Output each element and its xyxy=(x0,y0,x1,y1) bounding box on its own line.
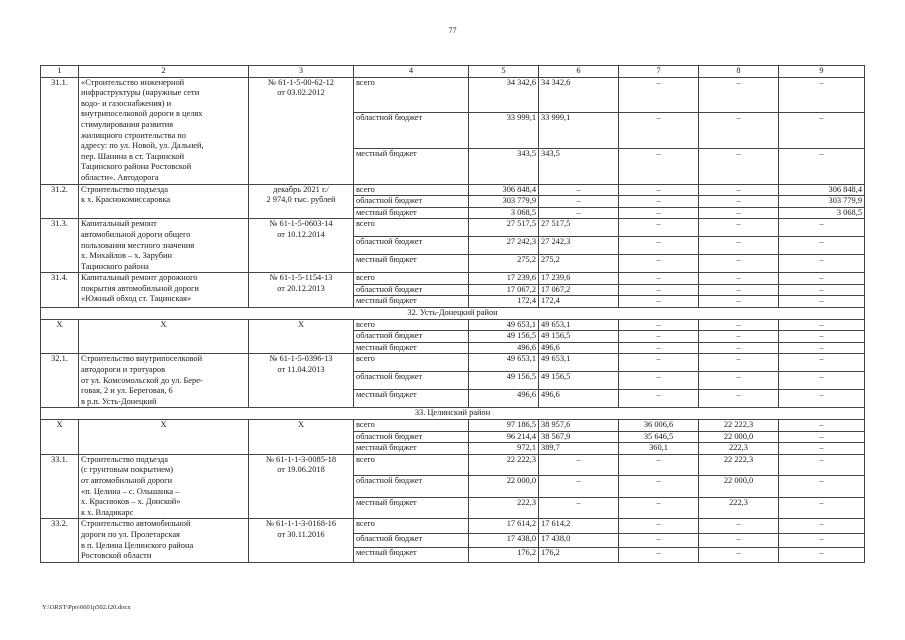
value-col7: – xyxy=(619,296,699,308)
value-col7: – xyxy=(619,237,699,255)
header-cell: 6 xyxy=(539,66,619,78)
header-cell: 3 xyxy=(249,66,354,78)
value-col8: – xyxy=(699,113,779,149)
value-col7: – xyxy=(619,196,699,208)
value-col8: – xyxy=(699,331,779,343)
funding-source: всего xyxy=(354,219,469,237)
funding-source: областной бюджет xyxy=(354,196,469,208)
value-col5: 275,2 xyxy=(469,255,539,273)
item-name: Капитальный ремонт автомобильной дороги общего пользования местного значения х. Михайлов – х. Зарубин Тацинского района xyxy=(79,219,249,273)
value-col9: – xyxy=(779,273,865,285)
item-document: № 61-1-5-1154-13 от 20.12.2013 xyxy=(249,273,354,308)
value-col8: 22 000,0 xyxy=(699,431,779,443)
value-col8: – xyxy=(699,372,779,390)
value-col7: – xyxy=(619,476,699,498)
value-col6: – xyxy=(539,476,619,498)
value-col8: – xyxy=(699,184,779,196)
section-title: 32. Усть-Донецкий район xyxy=(41,308,865,320)
item-document: X xyxy=(249,319,354,354)
funding-source: областной бюджет xyxy=(354,533,469,547)
value-col6: 343,5 xyxy=(539,148,619,184)
funding-source: местный бюджет xyxy=(354,443,469,455)
value-col8: – xyxy=(699,237,779,255)
value-col8: – xyxy=(699,533,779,547)
value-col7: – xyxy=(619,219,699,237)
item-document: декабрь 2021 г./ 2 974,0 тыс. рублей xyxy=(249,184,354,219)
item-name: Строительство внутрипоселковой автодороги и тротуаров от ул. Комсомольской до ул. Бере- говая, 2 и ул. Береговая, 6 в р.п. Усть-Донецкий xyxy=(79,354,249,408)
table-row xyxy=(41,219,865,237)
value-col9: – xyxy=(779,319,865,331)
funding-source: местный бюджет xyxy=(354,148,469,184)
value-col7: 360,1 xyxy=(619,443,699,455)
value-col6: – xyxy=(539,184,619,196)
item-number: X xyxy=(41,420,79,455)
value-col9: 306 848,4 xyxy=(779,184,865,196)
value-col6: 27 242,3 xyxy=(539,237,619,255)
table-row xyxy=(41,77,865,113)
table-row xyxy=(41,519,865,533)
value-col6: – xyxy=(539,207,619,219)
item-name: X xyxy=(79,420,249,455)
item-number: X xyxy=(41,319,79,354)
value-col8: – xyxy=(699,273,779,285)
page-number: 77 xyxy=(448,26,457,35)
footer-file-path: Y:\ORST\Ppo\0601p502.f20.docx xyxy=(42,604,131,611)
value-col9: 303 779,9 xyxy=(779,196,865,208)
table-row xyxy=(41,319,865,331)
value-col7: – xyxy=(619,497,699,519)
value-col8: – xyxy=(699,519,779,533)
value-col5: 49 653,1 xyxy=(469,319,539,331)
value-col8: – xyxy=(699,207,779,219)
value-col5: 34 342,6 xyxy=(469,77,539,113)
value-col8: – xyxy=(699,319,779,331)
value-col5: 33 999,1 xyxy=(469,113,539,149)
value-col6: 38 957,6 xyxy=(539,420,619,432)
value-col6: 49 653,1 xyxy=(539,319,619,331)
value-col9: – xyxy=(779,284,865,296)
value-col9: – xyxy=(779,354,865,372)
value-col8: – xyxy=(699,354,779,372)
item-name: «Строительство инженерной инфраструктуры (наружные сети водо- и газоснабжения) и внутрипоселковой дороги в целях стимулирования развития жилищного строительства по адресу: по ул. Новой, ул. Дальней, пер. Шанина в ст. Тацинской Тацинского района Ростовской области». Автодорога xyxy=(79,77,249,184)
header-cell: 1 xyxy=(41,66,79,78)
value-col9: – xyxy=(779,331,865,343)
value-col9: – xyxy=(779,548,865,562)
value-col7: – xyxy=(619,207,699,219)
table-row xyxy=(41,354,865,372)
funding-source: всего xyxy=(354,420,469,432)
header-cell: 8 xyxy=(699,66,779,78)
funding-source: областной бюджет xyxy=(354,284,469,296)
value-col9: – xyxy=(779,476,865,498)
value-col6: 49 653,1 xyxy=(539,354,619,372)
item-document: X xyxy=(249,420,354,455)
table-row xyxy=(41,420,865,432)
value-col6: – xyxy=(539,497,619,519)
value-col7: – xyxy=(619,548,699,562)
value-col7: – xyxy=(619,284,699,296)
table-row xyxy=(41,184,865,196)
value-col5: 496,6 xyxy=(469,390,539,408)
value-col7: – xyxy=(619,533,699,547)
value-col8: – xyxy=(699,548,779,562)
value-col6: 17 067,2 xyxy=(539,284,619,296)
value-col7: – xyxy=(619,113,699,149)
item-number: 31.4. xyxy=(41,273,79,308)
value-col8: 22 000,0 xyxy=(699,476,779,498)
funding-source: всего xyxy=(354,184,469,196)
value-col9: – xyxy=(779,390,865,408)
funding-source: местный бюджет xyxy=(354,548,469,562)
funding-source: местный бюджет xyxy=(354,207,469,219)
value-col9: – xyxy=(779,77,865,113)
value-col7: – xyxy=(619,372,699,390)
value-col8: – xyxy=(699,390,779,408)
funding-source: областной бюджет xyxy=(354,431,469,443)
item-number: 31.1. xyxy=(41,77,79,184)
value-col9: – xyxy=(779,296,865,308)
table-row xyxy=(41,273,865,285)
value-col5: 496,6 xyxy=(469,342,539,354)
value-col8: – xyxy=(699,296,779,308)
value-col9: – xyxy=(779,519,865,533)
value-col6: 496,6 xyxy=(539,342,619,354)
value-col5: 17 239,6 xyxy=(469,273,539,285)
value-col6: 49 156,5 xyxy=(539,331,619,343)
item-number: 31.2. xyxy=(41,184,79,219)
value-col7: – xyxy=(619,184,699,196)
item-document: № 61-1-1-3-0085-18 от 19.06.2018 xyxy=(249,454,354,519)
value-col5: 49 156,5 xyxy=(469,372,539,390)
value-col5: 176,2 xyxy=(469,548,539,562)
section-row xyxy=(41,308,865,320)
value-col7: – xyxy=(619,390,699,408)
value-col7: 35 646,5 xyxy=(619,431,699,443)
value-col5: 303 779,9 xyxy=(469,196,539,208)
value-col7: – xyxy=(619,342,699,354)
value-col8: – xyxy=(699,284,779,296)
value-col5: 49 156,5 xyxy=(469,331,539,343)
value-col6: – xyxy=(539,454,619,476)
value-col9: – xyxy=(779,113,865,149)
value-col7: – xyxy=(619,331,699,343)
value-col6: 38 567,9 xyxy=(539,431,619,443)
value-col5: 343,5 xyxy=(469,148,539,184)
value-col6: 17 614,2 xyxy=(539,519,619,533)
table-body xyxy=(41,66,865,563)
value-col9: – xyxy=(779,420,865,432)
value-col6: 17 438,0 xyxy=(539,533,619,547)
value-col9: – xyxy=(779,342,865,354)
value-col6: 34 342,6 xyxy=(539,77,619,113)
header-cell: 9 xyxy=(779,66,865,78)
value-col5: 17 067,2 xyxy=(469,284,539,296)
item-name: Строительство автомобильной дороги по ул. Пролетарская в п. Целина Целинского района Ростовской области xyxy=(79,519,249,562)
value-col5: 3 068,5 xyxy=(469,207,539,219)
funding-source: областной бюджет xyxy=(354,372,469,390)
value-col8: – xyxy=(699,255,779,273)
item-name: Строительство подъезда к х. Краснокомиссаровка xyxy=(79,184,249,219)
header-cell: 2 xyxy=(79,66,249,78)
header-cell: 7 xyxy=(619,66,699,78)
value-col7: 36 006,6 xyxy=(619,420,699,432)
value-col9: – xyxy=(779,431,865,443)
funding-source: всего xyxy=(354,454,469,476)
value-col9: – xyxy=(779,372,865,390)
value-col8: – xyxy=(699,196,779,208)
value-col5: 306 848,4 xyxy=(469,184,539,196)
table-row xyxy=(41,454,865,476)
section-title: 33. Целинский район xyxy=(41,408,865,420)
item-document: № 61-1-5-0396-13 от 11.04.2013 xyxy=(249,354,354,408)
value-col7: – xyxy=(619,273,699,285)
value-col7: – xyxy=(619,519,699,533)
value-col8: – xyxy=(699,77,779,113)
item-document: № 61-1-5-00-62-12 от 03.02.2012 xyxy=(249,77,354,184)
funding-source: всего xyxy=(354,319,469,331)
item-number: 33.2. xyxy=(41,519,79,562)
value-col7: – xyxy=(619,255,699,273)
value-col9: – xyxy=(779,443,865,455)
funding-source: областной бюджет xyxy=(354,331,469,343)
value-col5: 49 653,1 xyxy=(469,354,539,372)
value-col5: 22 222,3 xyxy=(469,454,539,476)
value-col7: – xyxy=(619,319,699,331)
funding-source: областной бюджет xyxy=(354,237,469,255)
value-col9: – xyxy=(779,497,865,519)
header-cell: 4 xyxy=(354,66,469,78)
value-col6: 389,7 xyxy=(539,443,619,455)
value-col5: 27 242,3 xyxy=(469,237,539,255)
header-row xyxy=(41,66,865,78)
value-col5: 27 517,5 xyxy=(469,219,539,237)
header-cell: 5 xyxy=(469,66,539,78)
value-col8: – xyxy=(699,148,779,184)
value-col7: – xyxy=(619,354,699,372)
value-col7: – xyxy=(619,454,699,476)
value-col9: – xyxy=(779,148,865,184)
value-col8: – xyxy=(699,219,779,237)
value-col5: 96 214,4 xyxy=(469,431,539,443)
value-col5: 17 614,2 xyxy=(469,519,539,533)
value-col9: – xyxy=(779,219,865,237)
funding-source: местный бюджет xyxy=(354,296,469,308)
value-col6: 172,4 xyxy=(539,296,619,308)
value-col6: – xyxy=(539,196,619,208)
value-col8: 22 222,3 xyxy=(699,454,779,476)
value-col8: – xyxy=(699,342,779,354)
item-document: № 61-1-1-3-0168-16 от 30.11.2016 xyxy=(249,519,354,562)
funding-source: местный бюджет xyxy=(354,390,469,408)
value-col9: – xyxy=(779,533,865,547)
value-col7: – xyxy=(619,148,699,184)
funding-source: всего xyxy=(354,77,469,113)
budget-table xyxy=(40,65,865,563)
funding-source: всего xyxy=(354,273,469,285)
section-row xyxy=(41,408,865,420)
value-col5: 17 438,0 xyxy=(469,533,539,547)
value-col6: 176,2 xyxy=(539,548,619,562)
value-col5: 22 000,0 xyxy=(469,476,539,498)
value-col6: 496,6 xyxy=(539,390,619,408)
funding-source: областной бюджет xyxy=(354,113,469,149)
value-col6: 49 156,5 xyxy=(539,372,619,390)
item-name: Капитальный ремонт дорожного покрытия автомобильной дороги «Южный обход ст. Тацинская» xyxy=(79,273,249,308)
value-col9: – xyxy=(779,255,865,273)
value-col5: 172,4 xyxy=(469,296,539,308)
funding-source: областной бюджет xyxy=(354,476,469,498)
item-number: 31.3. xyxy=(41,219,79,273)
value-col6: 17 239,6 xyxy=(539,273,619,285)
item-document: № 61-1-5-0603-14 от 10.12.2014 xyxy=(249,219,354,273)
funding-source: местный бюджет xyxy=(354,497,469,519)
funding-source: всего xyxy=(354,354,469,372)
value-col5: 97 186,5 xyxy=(469,420,539,432)
value-col5: 222,3 xyxy=(469,497,539,519)
value-col8: 222,3 xyxy=(699,497,779,519)
funding-source: всего xyxy=(354,519,469,533)
value-col6: 33 999,1 xyxy=(539,113,619,149)
funding-source: местный бюджет xyxy=(354,255,469,273)
value-col5: 972,1 xyxy=(469,443,539,455)
value-col6: 275,2 xyxy=(539,255,619,273)
value-col8: 22 222,3 xyxy=(699,420,779,432)
item-number: 32.1. xyxy=(41,354,79,408)
value-col6: 27 517,5 xyxy=(539,219,619,237)
value-col9: 3 068,5 xyxy=(779,207,865,219)
item-name: X xyxy=(79,319,249,354)
item-name: Строительство подъезда (с грунтовым покрытием) от автомобильной дороги «п. Целина – с. Ольшанка – х. Краснюков – х. Донской» к х. Владикарс xyxy=(79,454,249,519)
value-col8: 222,3 xyxy=(699,443,779,455)
value-col9: – xyxy=(779,454,865,476)
item-number: 33.1. xyxy=(41,454,79,519)
funding-source: местный бюджет xyxy=(354,342,469,354)
value-col7: – xyxy=(619,77,699,113)
value-col9: – xyxy=(779,237,865,255)
